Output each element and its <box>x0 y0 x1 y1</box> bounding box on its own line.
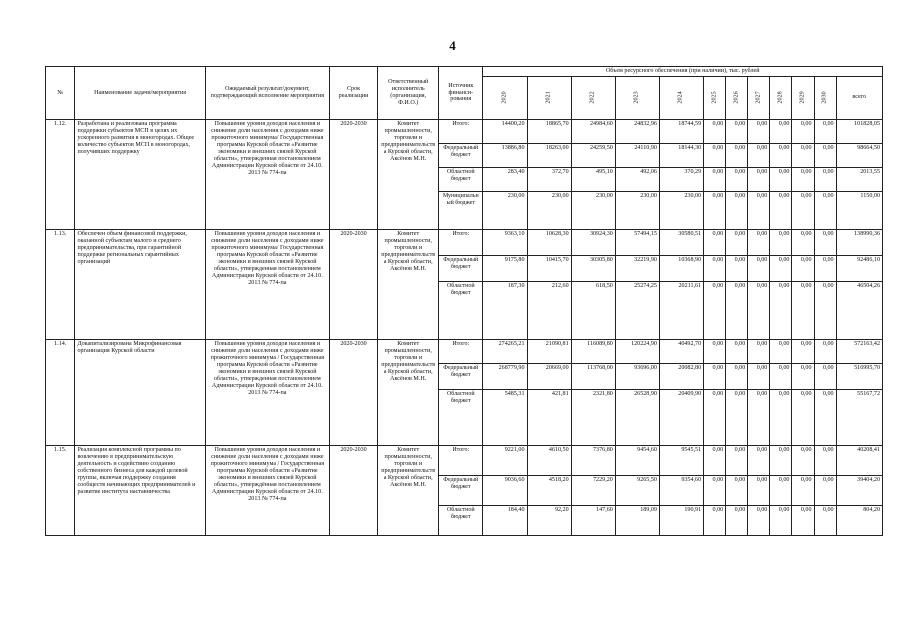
funding-value: 0,00 <box>770 389 792 445</box>
funding-total: 92486,10 <box>836 255 882 281</box>
executor-cell: Комитет промышленности, торговли и предпринимательства Курской области, Аксёнов М.Н. <box>378 339 439 445</box>
funding-value: 0,00 <box>792 445 814 475</box>
funding-value: 0,00 <box>726 363 748 389</box>
resource-table <box>45 66 883 536</box>
funding-value: 0,00 <box>726 167 748 191</box>
funding-value: 0,00 <box>748 255 770 281</box>
funding-value: 147,60 <box>571 505 615 535</box>
funding-value: 0,00 <box>726 445 748 475</box>
funding-value: 0,00 <box>726 475 748 505</box>
funding-value: 190,91 <box>659 505 703 535</box>
funding-value: 184,40 <box>483 505 527 535</box>
header-year: 2029 <box>792 76 814 119</box>
funding-value: 618,50 <box>571 281 615 339</box>
funding-value: 0,00 <box>792 167 814 191</box>
funding-value: 30305,80 <box>571 255 615 281</box>
funding-source: Федеральный бюджет <box>439 255 483 281</box>
result-cell: Повышение уровня доходов населения и снижение доли населения с доходами ниже прожиточного минимума/ Государственная программа Курской области «Развитие экономики и внешних связей Курской области», утвержденная постановлением Администрации Курской области от 24.10. 2013 № 774-па <box>205 119 329 229</box>
funding-value: 0,00 <box>814 191 836 229</box>
funding-value: 0,00 <box>770 167 792 191</box>
funding-value: 18865,70 <box>527 119 571 143</box>
executor-cell: Комитет промышленности, торговли и предпринимательства Курской области, Аксёнов М.Н. <box>378 445 439 535</box>
funding-value: 0,00 <box>748 167 770 191</box>
result-cell: Повышение уровня доходов населения и снижение доли населения с доходами ниже прожиточного минимума / Государственная программа Курской области «Развитие экономики и внешних связей Курской области», утвержденная постановлением Администрации Курской области от 24.10. 2013 № 774-па <box>205 339 329 445</box>
funding-value: 0,00 <box>704 363 726 389</box>
funding-value: 26528,90 <box>615 389 659 445</box>
table-body <box>46 119 883 535</box>
term-cell: 2020-2030 <box>329 339 377 445</box>
funding-value: 9175,80 <box>483 255 527 281</box>
funding-value: 0,00 <box>770 505 792 535</box>
funding-value: 230,00 <box>483 191 527 229</box>
funding-value: 2321,80 <box>571 389 615 445</box>
funding-value: 0,00 <box>704 143 726 167</box>
table-row <box>46 229 883 255</box>
funding-value: 0,00 <box>748 505 770 535</box>
funding-value: 492,06 <box>615 167 659 191</box>
funding-value: 212,60 <box>527 281 571 339</box>
funding-value: 0,00 <box>814 363 836 389</box>
row-num: 1.15. <box>46 445 75 535</box>
funding-value: 0,00 <box>792 363 814 389</box>
table-row <box>46 339 883 363</box>
funding-value: 0,00 <box>770 339 792 363</box>
funding-value: 93696,00 <box>615 363 659 389</box>
funding-value: 13886,80 <box>483 143 527 167</box>
funding-value: 24984,60 <box>571 119 615 143</box>
funding-value: 113768,00 <box>571 363 615 389</box>
funding-value: 0,00 <box>704 281 726 339</box>
funding-source: Итого: <box>439 229 483 255</box>
funding-value: 0,00 <box>792 119 814 143</box>
funding-value: 20211,61 <box>659 281 703 339</box>
funding-value: 4610,50 <box>527 445 571 475</box>
header-row-1 <box>46 67 883 77</box>
funding-value: 10415,70 <box>527 255 571 281</box>
funding-value: 9354,60 <box>659 475 703 505</box>
funding-value: 0,00 <box>814 475 836 505</box>
table-row <box>46 119 883 143</box>
funding-value: 0,00 <box>814 281 836 339</box>
funding-value: 0,00 <box>792 389 814 445</box>
funding-total: 804,20 <box>836 505 882 535</box>
funding-value: 0,00 <box>770 475 792 505</box>
funding-value: 0,00 <box>748 389 770 445</box>
funding-value: 57494,15 <box>615 229 659 255</box>
funding-value: 0,00 <box>726 505 748 535</box>
funding-value: 0,00 <box>814 389 836 445</box>
funding-value: 0,00 <box>748 143 770 167</box>
term-cell: 2020-2030 <box>329 119 377 229</box>
funding-value: 0,00 <box>792 255 814 281</box>
funding-value: 4518,20 <box>527 475 571 505</box>
funding-source: Областной бюджет <box>439 389 483 445</box>
funding-value: 0,00 <box>748 475 770 505</box>
task-cell: Обеспечен объем финансовой поддержки, оказанной субъектам малого и среднего предпринимательства, при гарантийной поддержке региональных гарантийных организаций <box>75 229 205 339</box>
task-cell: Реализация комплексной программы по вовлечению в предпринимательскую деятельность и содействию созданию собственного бизнеса для каждой целевой группы, включая поддержку создания сообществ начинающих предпринимателей и развитие института наставничества <box>75 445 205 535</box>
funding-total: 46504,26 <box>836 281 882 339</box>
funding-value: 0,00 <box>748 229 770 255</box>
row-num: 1.14. <box>46 339 75 445</box>
funding-value: 230,00 <box>615 191 659 229</box>
funding-value: 0,00 <box>770 119 792 143</box>
funding-value: 0,00 <box>770 143 792 167</box>
funding-value: 0,00 <box>770 281 792 339</box>
funding-value: 9454,60 <box>615 445 659 475</box>
funding-value: 0,00 <box>792 339 814 363</box>
header-year: 2027 <box>748 76 770 119</box>
funding-value: 0,00 <box>748 445 770 475</box>
executor-cell: Комитет промышленности, торговли и предпринимательства Курской области, Аксёнов М.Н. <box>378 119 439 229</box>
funding-value: 30924,30 <box>571 229 615 255</box>
funding-source: Областной бюджет <box>439 505 483 535</box>
funding-value: 0,00 <box>726 119 748 143</box>
header-total: всего <box>836 76 882 119</box>
executor-cell: Комитет промышленности, торговли и предпринимательства Курской области, Аксёнов М.Н. <box>378 229 439 339</box>
funding-value: 0,00 <box>704 475 726 505</box>
funding-value: 0,00 <box>748 339 770 363</box>
funding-value: 230,00 <box>571 191 615 229</box>
funding-total: 55167,72 <box>836 389 882 445</box>
funding-total: 39404,20 <box>836 475 882 505</box>
row-num: 1.13. <box>46 229 75 339</box>
funding-value: 0,00 <box>770 229 792 255</box>
funding-value: 421,81 <box>527 389 571 445</box>
funding-value: 0,00 <box>770 191 792 229</box>
funding-total: 101828,05 <box>836 119 882 143</box>
funding-value: 0,00 <box>814 167 836 191</box>
task-cell: Разработана и реализована программа поддержки субъектов МСП в целях их ускоренного развития в моногородах. Общее количество субъектов МСП в моногородах, получивших поддержку <box>75 119 205 229</box>
funding-value: 0,00 <box>726 143 748 167</box>
funding-value: 116089,80 <box>571 339 615 363</box>
funding-value: 9036,60 <box>483 475 527 505</box>
funding-source: Областной бюджет <box>439 167 483 191</box>
header-executor: Ответственный исполнитель (организация, Ф.И.О.) <box>378 67 439 120</box>
funding-value: 0,00 <box>792 475 814 505</box>
term-cell: 2020-2030 <box>329 445 377 535</box>
funding-total: 98664,50 <box>836 143 882 167</box>
funding-value: 0,00 <box>770 445 792 475</box>
result-cell: Повышение уровня доходов населения и снижение доли населения с доходами ниже прожиточного минимума / Государственная программа Курской области «Развитие экономики и внешних связей Курской области», утверждённая постановлением Администрации Курской области от 24.10. 2013 № 774-па <box>205 445 329 535</box>
header-result: Ожидаемый результат/документ, подтверждающий исполнение мероприятия <box>205 67 329 120</box>
header-year: 2021 <box>527 76 571 119</box>
funding-value: 25274,25 <box>615 281 659 339</box>
header-task: Наименование задачи/мероприятия <box>75 67 205 120</box>
funding-value: 30580,51 <box>659 229 703 255</box>
funding-value: 120224,90 <box>615 339 659 363</box>
row-num: 1.12. <box>46 119 75 229</box>
header-year: 2030 <box>814 76 836 119</box>
funding-total: 572163,42 <box>836 339 882 363</box>
funding-value: 0,00 <box>814 255 836 281</box>
funding-value: 495,10 <box>571 167 615 191</box>
funding-value: 24110,90 <box>615 143 659 167</box>
funding-value: 32219,90 <box>615 255 659 281</box>
funding-value: 0,00 <box>704 389 726 445</box>
funding-value: 230,00 <box>659 191 703 229</box>
funding-source: Итого: <box>439 445 483 475</box>
header-year: 2022 <box>571 76 615 119</box>
funding-value: 24832,96 <box>615 119 659 143</box>
table-row <box>46 445 883 475</box>
funding-value: 0,00 <box>792 229 814 255</box>
task-cell: Докапитализирована Микрофинансовая организация Курской области <box>75 339 205 445</box>
funding-source: Федеральный бюджет <box>439 475 483 505</box>
funding-value: 0,00 <box>726 255 748 281</box>
term-cell: 2020-2030 <box>329 229 377 339</box>
funding-value: 20669,00 <box>527 363 571 389</box>
funding-value: 0,00 <box>792 191 814 229</box>
funding-value: 0,00 <box>792 281 814 339</box>
funding-value: 0,00 <box>792 505 814 535</box>
funding-value: 230,00 <box>527 191 571 229</box>
funding-value: 0,00 <box>704 229 726 255</box>
funding-value: 0,00 <box>748 363 770 389</box>
funding-value: 0,00 <box>814 505 836 535</box>
funding-source: Федеральный бюджет <box>439 363 483 389</box>
funding-source: Муниципальный бюджет <box>439 191 483 229</box>
funding-value: 0,00 <box>748 281 770 339</box>
funding-total: 40208,41 <box>836 445 882 475</box>
header-year: 2023 <box>615 76 659 119</box>
header-year: 2026 <box>726 76 748 119</box>
funding-value: 0,00 <box>726 191 748 229</box>
funding-value: 0,00 <box>814 143 836 167</box>
funding-total: 1150,00 <box>836 191 882 229</box>
funding-value: 18744,59 <box>659 119 703 143</box>
funding-value: 92,20 <box>527 505 571 535</box>
header-year: 2025 <box>704 76 726 119</box>
funding-value: 9221,00 <box>483 445 527 475</box>
funding-value: 5485,31 <box>483 389 527 445</box>
funding-total: 2013,55 <box>836 167 882 191</box>
funding-value: 0,00 <box>704 119 726 143</box>
header-year: 2020 <box>483 76 527 119</box>
funding-value: 40492,70 <box>659 339 703 363</box>
header-term: Срок реализации <box>329 67 377 120</box>
funding-value: 0,00 <box>792 143 814 167</box>
funding-value: 0,00 <box>814 339 836 363</box>
header-volume: Объем ресурсного обеспечения (при наличии), тыс. рублей <box>483 67 883 77</box>
funding-value: 9265,50 <box>615 475 659 505</box>
funding-value: 0,00 <box>814 229 836 255</box>
funding-value: 18144,30 <box>659 143 703 167</box>
funding-value: 20409,90 <box>659 389 703 445</box>
funding-value: 187,30 <box>483 281 527 339</box>
funding-source: Областной бюджет <box>439 281 483 339</box>
funding-value: 10368,90 <box>659 255 703 281</box>
funding-source: Федеральный бюджет <box>439 143 483 167</box>
funding-value: 0,00 <box>814 445 836 475</box>
funding-total: 516995,70 <box>836 363 882 389</box>
funding-value: 24259,50 <box>571 143 615 167</box>
header-num: № <box>46 67 75 120</box>
funding-value: 0,00 <box>726 229 748 255</box>
funding-value: 0,00 <box>726 281 748 339</box>
funding-value: 20082,80 <box>659 363 703 389</box>
funding-value: 21090,81 <box>527 339 571 363</box>
funding-value: 0,00 <box>770 363 792 389</box>
funding-value: 0,00 <box>704 167 726 191</box>
funding-value: 0,00 <box>704 505 726 535</box>
result-cell: Повышение уровня доходов населения и снижение доли населения с доходами ниже прожиточного минимума/ Государственная программа Курской области «Развитие экономики и внешних связей Курской области», утвержденная постановлением Администрации Курской области от 24.10. 2013 № 774-па <box>205 229 329 339</box>
funding-value: 274265,21 <box>483 339 527 363</box>
funding-source: Итого: <box>439 119 483 143</box>
header-source: Источник финанси-рования <box>439 67 483 120</box>
funding-value: 14400,20 <box>483 119 527 143</box>
funding-value: 0,00 <box>704 191 726 229</box>
funding-source: Итого: <box>439 339 483 363</box>
funding-value: 0,00 <box>726 389 748 445</box>
funding-value: 0,00 <box>748 119 770 143</box>
funding-value: 9545,51 <box>659 445 703 475</box>
header-year: 2028 <box>770 76 792 119</box>
funding-value: 283,40 <box>483 167 527 191</box>
funding-value: 0,00 <box>704 255 726 281</box>
funding-value: 7229,20 <box>571 475 615 505</box>
page-number: 4 <box>449 38 456 53</box>
funding-value: 9363,10 <box>483 229 527 255</box>
funding-value: 370,29 <box>659 167 703 191</box>
funding-value: 0,00 <box>770 255 792 281</box>
funding-value: 0,00 <box>748 191 770 229</box>
funding-total: 138990,36 <box>836 229 882 255</box>
funding-value: 0,00 <box>704 445 726 475</box>
funding-value: 10628,30 <box>527 229 571 255</box>
funding-value: 7376,80 <box>571 445 615 475</box>
funding-value: 268779,90 <box>483 363 527 389</box>
funding-value: 0,00 <box>814 119 836 143</box>
funding-value: 372,70 <box>527 167 571 191</box>
funding-value: 0,00 <box>704 339 726 363</box>
funding-value: 0,00 <box>726 339 748 363</box>
funding-value: 18263,00 <box>527 143 571 167</box>
header-year: 2024 <box>659 76 703 119</box>
funding-value: 189,09 <box>615 505 659 535</box>
